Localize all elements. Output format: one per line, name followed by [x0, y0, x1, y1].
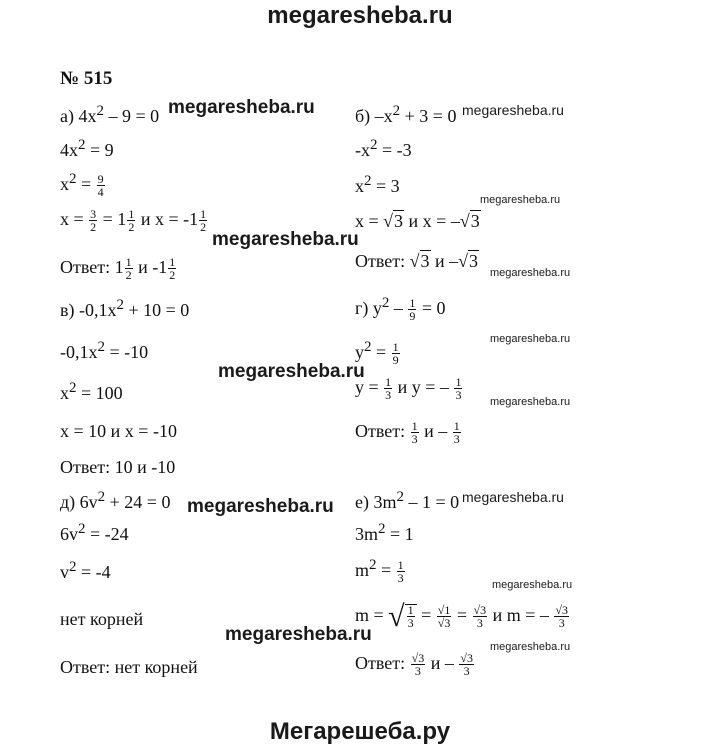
- eq-a-2: $4x^2 = 9$: [60, 137, 114, 160]
- eq-b-3: $x^2 = 3$: [355, 173, 400, 196]
- eq-b-4: x = √3 и x = –√3: [355, 211, 480, 231]
- watermark: megaresheba.ru: [225, 624, 372, 645]
- answer-v: Ответ: 10 и -10: [60, 457, 176, 477]
- eq-v-1: в) $-0,1x^2 + 10 = 0$: [60, 297, 190, 320]
- watermark: megaresheba.ru: [490, 396, 571, 408]
- label-g: г): [355, 298, 369, 318]
- watermark: megaresheba.ru: [490, 267, 571, 279]
- eq-e-4: m = √ $\frac{1}{3}$ = $\frac{√1}{√3}$ = $\frac{√3}{3}$ и m = – $\frac{√3}{3}$: [355, 599, 569, 633]
- answer-g: Ответ: $\frac{1}{3}$ и – $\frac{1}{3}$: [355, 419, 460, 447]
- header-logo: megaresheba.ru: [267, 2, 453, 29]
- watermark: megaresheba.ru: [492, 579, 573, 591]
- eq-b-1: б) $-x^2 + 3 = 0$: [355, 103, 457, 126]
- answer-e: Ответ: $\frac{√3}{3}$ и – $\frac{√3}{3}$: [355, 651, 473, 679]
- eq-a-4: x = $\frac{3}{2}$ = 1 $\frac{1}{2}$ и x = -1 $\frac{1}{2}$: [60, 207, 207, 235]
- watermark: megaresheba.ru: [490, 333, 571, 345]
- eq-g-1: г) $y^2$ – $\frac{1}{9}$ = 0: [355, 295, 446, 324]
- eq-e-1: е) $3m^2 - 1 = 0$: [355, 489, 460, 512]
- eq-a-3: $x^2$ = $\frac{9}{4}$: [60, 171, 104, 200]
- watermark: megaresheba.ru: [462, 102, 564, 118]
- watermark: megaresheba.ru: [212, 229, 359, 250]
- watermark: megaresheba.ru: [187, 496, 334, 517]
- eq-g-2: $y^2$ = $\frac{1}{9}$: [355, 339, 399, 368]
- footer-logo: Мегарешеба.ру: [269, 718, 451, 745]
- eq-e-3: $m^2$ = $\frac{1}{3}$: [355, 557, 404, 586]
- watermark: megaresheba.ru: [462, 489, 564, 505]
- answer-d: Ответ: нет корней: [60, 657, 198, 677]
- no-roots-d: нет корней: [60, 609, 144, 629]
- watermark: megaresheba.ru: [480, 194, 561, 206]
- watermark: megaresheba.ru: [218, 361, 365, 382]
- label-b: б): [355, 106, 371, 126]
- eq-a-1: а) $4x^2 - 9 = 0$: [60, 103, 160, 126]
- frac-9-4: $\frac{9}{4}$: [97, 172, 104, 200]
- eq-v-4: x = 10 и x = -10: [60, 421, 177, 441]
- eq-d-2: $6v^2 = -24$: [60, 521, 129, 544]
- eq-b-2: $-x^2 = -3$: [355, 137, 412, 160]
- label-v: в): [60, 300, 75, 320]
- answer-a: Ответ: 1 $\frac{1}{2}$ и -1 $\frac{1}{2}$: [60, 255, 176, 283]
- label-d: д): [60, 492, 76, 512]
- watermark: megaresheba.ru: [168, 97, 315, 118]
- problem-number: № 515: [60, 68, 113, 89]
- watermark: megaresheba.ru: [490, 641, 571, 653]
- label-e: е): [355, 492, 369, 512]
- eq-v-2: $-0,1x^2 = -10$: [60, 339, 149, 362]
- eq-d-3: $v^2 = -4$: [60, 559, 111, 582]
- answer-b: Ответ: √3 и –√3: [355, 251, 479, 271]
- eq-d-1: д) $6v^2 + 24 = 0$: [60, 489, 171, 512]
- eq-v-3: $x^2 = 100$: [60, 380, 123, 403]
- eq-g-3: y = $\frac{1}{3}$ и y = – $\frac{1}{3}$: [355, 375, 462, 403]
- eq-e-2: $3m^2 = 1$: [355, 521, 414, 544]
- label-a: а): [60, 106, 74, 126]
